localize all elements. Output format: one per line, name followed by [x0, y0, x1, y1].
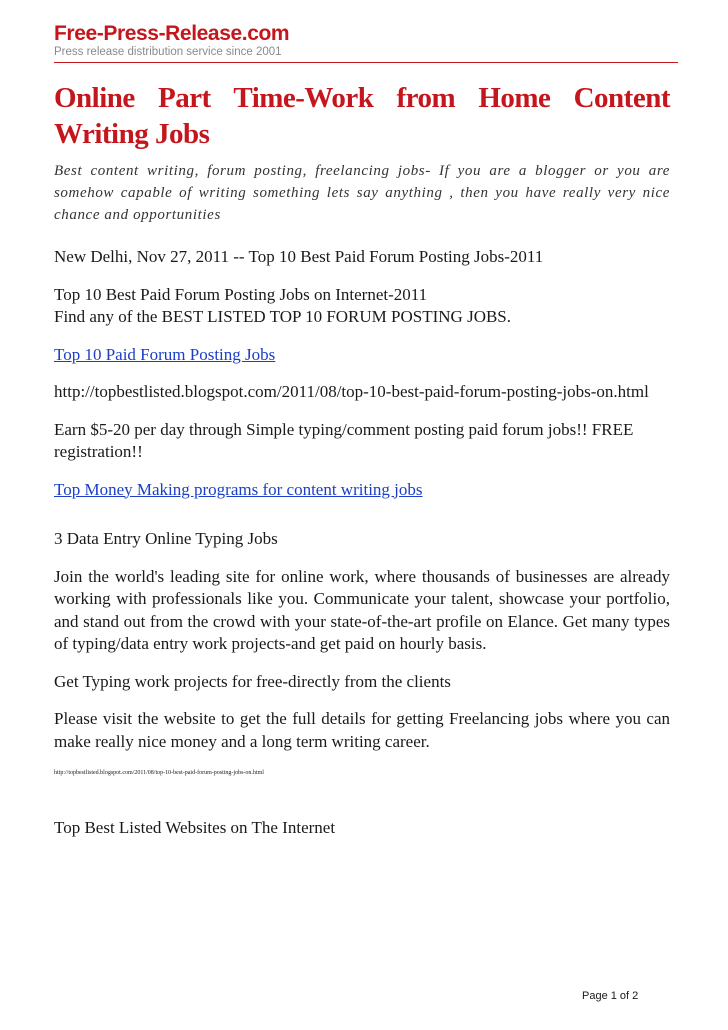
earn-paragraph: Earn $5-20 per day through Simple typing/comment posting paid forum jobs!! FREE registration!!	[54, 419, 634, 461]
typing-projects-line: Get Typing work projects for free-directly from the clients	[54, 671, 451, 691]
section-heading-data-entry: 3 Data Entry Online Typing Jobs	[54, 529, 278, 548]
money-making-link[interactable]: Top Money Making programs for content writing jobs	[54, 479, 423, 499]
intro-line-1: Top 10 Best Paid Forum Posting Jobs on Internet-2011	[54, 284, 428, 304]
dateline: New Delhi, Nov 27, 2011 -- Top 10 Best Paid Forum Posting Jobs-2011	[54, 247, 544, 266]
forum-jobs-link[interactable]: Top 10 Paid Forum Posting Jobs	[54, 344, 276, 364]
small-url: http://topbestlisted.blogspot.com/2011/08/top-10-best-paid-forum-posting-jobs-on.html	[54, 770, 264, 776]
visit-paragraph: Please visit the website to get the full details for getting Freelancing jobs where you can make really nice money and a long term writing career.	[54, 709, 670, 751]
link-paragraph-2	[54, 479, 670, 502]
site-tagline: Press release distribution service since 2001	[54, 46, 282, 58]
article-body	[54, 80, 670, 840]
header-divider	[54, 62, 678, 63]
article-title: Online Part Time-Work from Home Content Writing Jobs	[54, 82, 670, 150]
top-best-heading: Top Best Listed Websites on The Internet	[54, 818, 336, 837]
url-text: http://topbestlisted.blogspot.com/2011/08/top-10-best-paid-forum-posting-jobs-on.html	[54, 382, 649, 401]
paragraph-intro	[54, 284, 670, 329]
join-paragraph: Join the world's leading site for online work, where thousands of businesses are already working with professionals like you. Communicate your talent, showcase your portfolio, and stand out from the crowd with your state-of-the-art profile on Elance. Get many types of typing/data entry work projects-and get paid on hourly basis.	[54, 566, 670, 653]
page-number: Page 1 of 2	[582, 990, 639, 1002]
site-logo[interactable]: Free-Press-Release.com	[54, 22, 290, 45]
article-summary: Best content writing, forum posting, freelancing jobs- If you are a blogger or you are somehow capable of writing something lets say anything , then you have really very nice chance and opportunities	[54, 163, 670, 223]
intro-line-2: Find any of the BEST LISTED TOP 10 FORUM POSTING JOBS.	[54, 307, 512, 326]
site-header	[54, 22, 289, 59]
link-paragraph	[54, 344, 670, 367]
